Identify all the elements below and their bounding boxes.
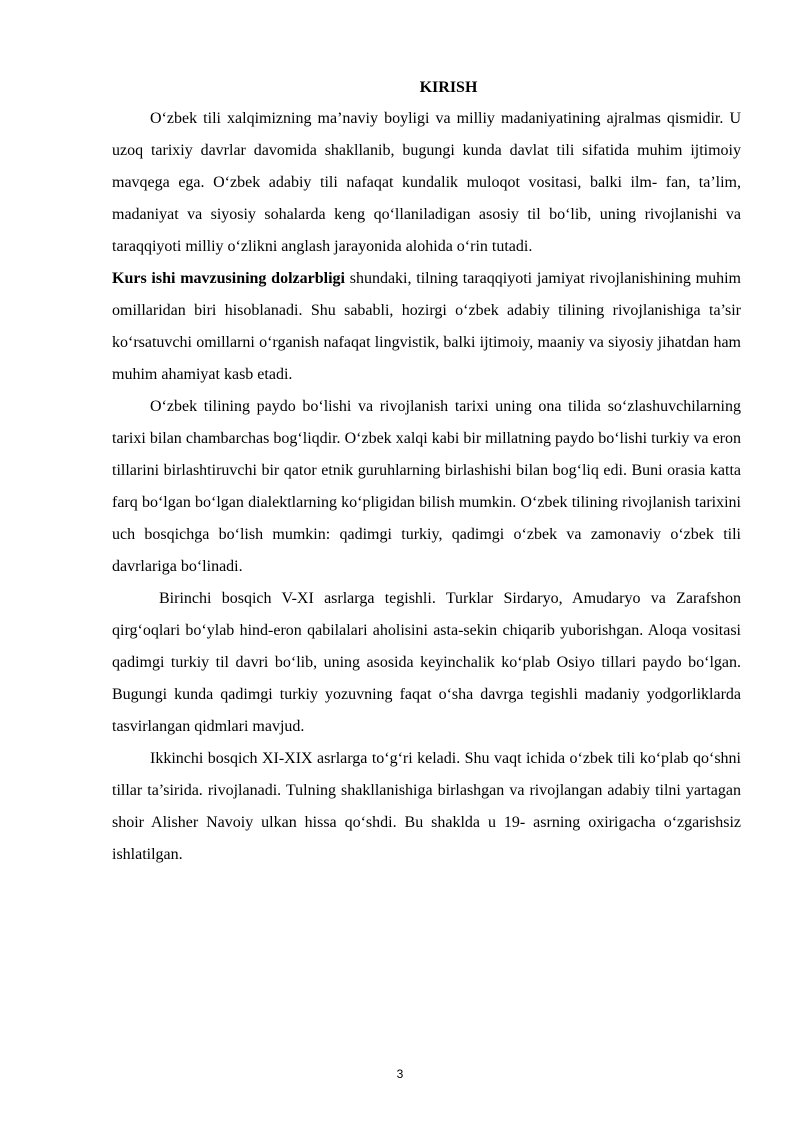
paragraph-second-stage: Ikkinchi bosqich XI-XIX asrlarga to‘g‘ri keladi. Shu vaqt ichida o‘zbek tili ko‘plab qo‘shni tillar ta’sirida. rivojlanadi. Tulning shakllanishiga birlashgan va rivojlangan adabiy tilni yartagan shoir Alisher Navoiy ulkan hissa qo‘shdi. Bu shaklda u 19- asrning oxirigacha o‘zgarishsiz ishlatilgan. [112,750,741,863]
relevance-text: shundaki, tilning taraqqiyoti jamiyat rivojlanishining muhim omillaridan biri hisoblanadi. Shu sababli, hozirgi o‘zbek adabiy tilining rivojlanishiga ta’sir ko‘rsatuvchi omillarni o‘rganish nafaqat lingvistik, balki ijtimoiy, maaniy va siyosiy jihatdan ham muhim ahamiyat kasb etadi. [112,270,741,383]
paragraph-relevance [112,263,741,391]
document-title: KIRISH [419,79,478,96]
document-page [112,73,741,871]
paragraph-intro: O‘zbek tili xalqimizning ma’naviy boyligi va milliy madaniyatining ajralmas qismidir. U uzoq tarixiy davrlar davomida shakllanib, bugungi kunda davlat tili sifatida muhim ijtimoiy mavqega ega. O‘zbek adabiy tili nafaqat kundalik muloqot vositasi, balki ilm- fan, ta’lim, madaniyat va siyosiy sohalarda keng qo‘llaniladigan asosiy til bo‘lib, uning rivojlanishi va taraqqiyoti milliy o‘zlikni anglash jarayonida alohida o‘rin tutadi. [112,110,741,255]
paragraph-history: O‘zbek tilining paydo bo‘lishi va rivojlanish tarixi uning ona tilida so‘zlashuvchilarning tarixi bilan chambarchas bog‘liqdir. O‘zbek xalqi kabi bir millatning paydo bo‘lishi turkiy va eron tillarini birlashtiruvchi bir qator etnik guruhlarning birlashishi bilan bog‘liq edi. Buni orasia katta farq bo‘lgan bo‘lgan dialektlarning ko‘pligidan bilish mumkin. O‘zbek tilining rivojlanish tarixini uch bosqichga bo‘lish mumkin: qadimgi turkiy, qadimgi o‘zbek va zamonaviy o‘zbek tili davrlariga bo‘linadi. [112,398,741,575]
page-number: 3 [396,1067,404,1081]
paragraph-first-stage: Birinchi bosqich V-XI asrlarga tegishli. Turklar Sirdaryo, Amudaryo va Zarafshon qirg‘oqlari bo‘ylab hind-eron qabilalari aholisini asta-sekin chiqarib yuborishgan. Aloqa vositasi qadimgi turkiy til davri bo‘lib, uning asosida keyinchalik ko‘plab Osiyo tillari paydo bo‘lgan. Bugungi kunda qadimgi turkiy yozuvning faqat o‘sha davrga tegishli madaniy yodgorliklarda tasvirlangan qidmlari mavjud. [112,590,741,735]
relevance-lead: Kurs ishi mavzusining dolzarbligi [112,270,345,287]
